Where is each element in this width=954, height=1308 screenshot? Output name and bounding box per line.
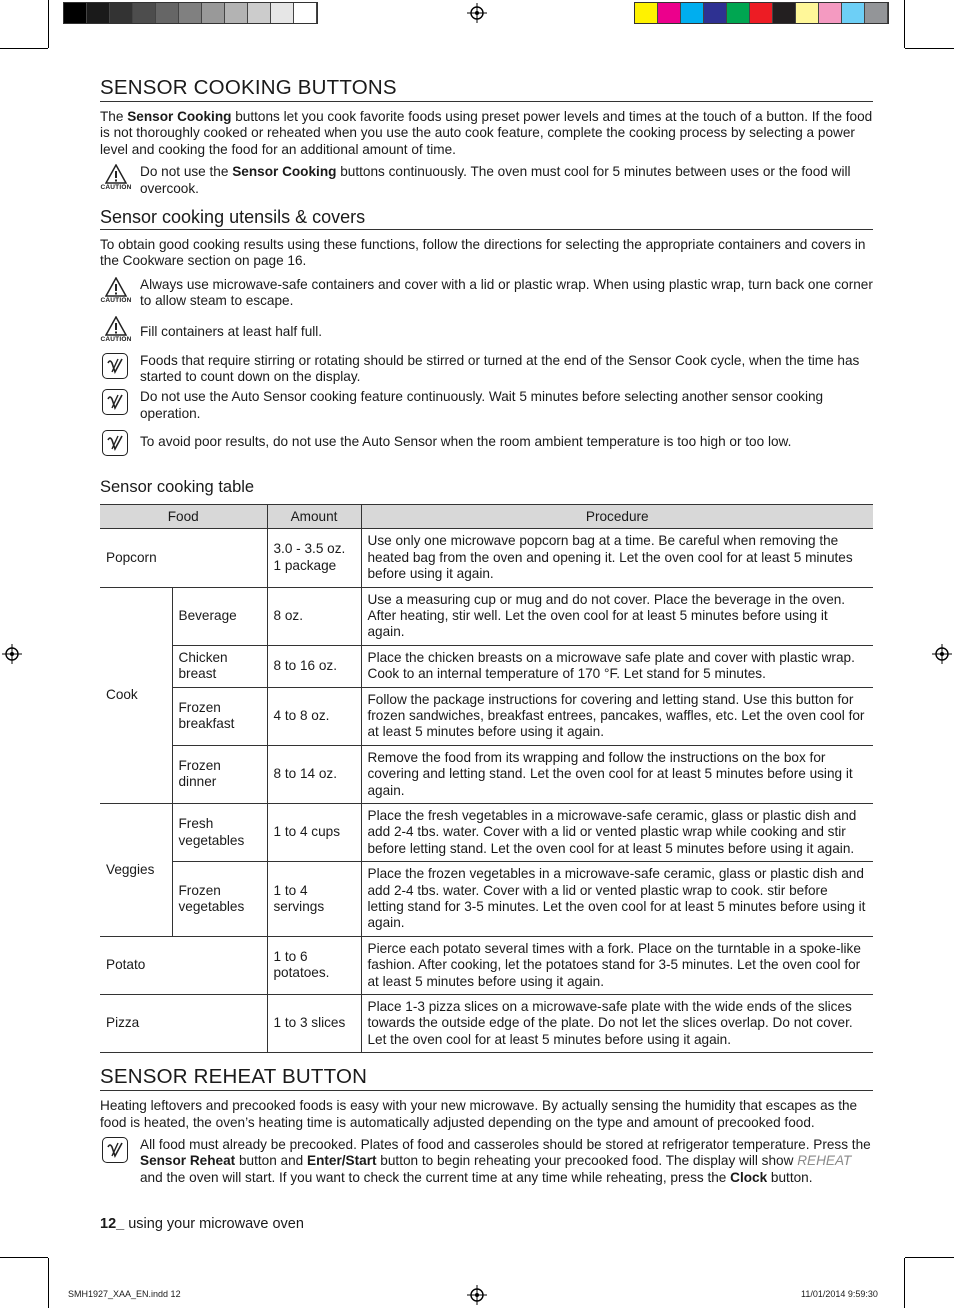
color-swatch	[179, 3, 202, 23]
color-calibration-bar	[634, 2, 889, 24]
button-name-bold: Clock	[730, 1169, 768, 1185]
food-cell: Pizza	[100, 995, 267, 1053]
caution-note	[100, 277, 873, 310]
intro-bold: Sensor Cooking	[127, 109, 232, 124]
utensils-intro: To obtain good cooking results using these functions, follow the directions for selecting the appropriate containers and covers in the Cookware section on page 16.	[100, 237, 866, 269]
color-swatch	[156, 3, 179, 23]
table-row	[100, 862, 873, 937]
registration-mark-icon	[2, 644, 22, 664]
intro-text: buttons let you cook favorite foods using preset power levels and times at the touch of a button. If the food is not thoroughly cooked or reheated when you use the auto cook feature, complete the cooking process by selecting a power level and cooking the food for an additional amount of time.	[100, 109, 873, 157]
procedure-cell: Place 1-3 pizza slices on a microwave-safe plate with the wide ends of the slices towards the outside edge of the plate. Do not let the slices overlap. Do not cover. Let the oven cool for at least 5 minutes before using it again.	[361, 995, 873, 1053]
note-text: Do not use the Auto Sensor cooking feature continuously. Wait 5 minutes before selecting another sensor cooking operation.	[140, 389, 824, 421]
item-cell: Frozen breakfast	[172, 687, 267, 745]
color-swatch	[750, 3, 773, 23]
crop-mark	[904, 0, 905, 48]
crop-mark	[904, 1258, 905, 1308]
caution-note	[100, 316, 873, 343]
caution-icon	[100, 164, 132, 191]
group-cell: Cook	[100, 587, 172, 803]
amount-cell: 1 to 4 cups	[267, 803, 361, 861]
table-row	[100, 745, 873, 803]
caution-text	[140, 164, 873, 197]
procedure-cell: Use a measuring cup or mug and do not cover. Place the beverage in the oven. After heating, stir well. Let the oven cool for at least 5 minutes before using it again.	[361, 587, 873, 645]
note-pencil-icon	[102, 389, 128, 415]
amount-cell: 8 to 16 oz.	[267, 645, 361, 687]
procedure-cell: Use only one microwave popcorn bag at a time. Be careful when removing the heated bag from the oven and opening it. Let the oven cool for at least 5 minutes before using it again.	[361, 529, 873, 587]
caution-label: CAUTION	[100, 335, 132, 343]
note-text: To avoid poor results, do not use the Auto Sensor when the room ambient temperature is too high or too low.	[140, 434, 792, 450]
table-row	[100, 529, 873, 587]
color-swatch	[202, 3, 225, 23]
caution-note	[100, 164, 873, 197]
button-name-bold: Sensor Reheat	[140, 1153, 236, 1169]
header-food: Food	[100, 505, 267, 529]
header-procedure: Procedure	[361, 505, 873, 529]
amount-line: 1 package	[273, 557, 337, 573]
item-cell: Frozen vegetables	[172, 862, 267, 937]
note-text-part: button and	[235, 1153, 308, 1169]
color-swatch	[704, 3, 727, 23]
color-swatch	[681, 3, 704, 23]
note-text: Foods that require stirring or rotating should be stirred or turned at the end of the Sensor Cook cycle, when the time has started to count down on the display.	[140, 352, 860, 385]
color-swatch	[842, 3, 865, 23]
amount-cell: 8 oz.	[267, 587, 361, 645]
note-text-part: button to begin reheating your precooked food. The display will show	[376, 1153, 798, 1169]
color-swatch	[133, 3, 156, 23]
sensor-cooking-intro	[100, 109, 873, 158]
info-note	[100, 1137, 873, 1186]
color-swatch	[294, 3, 317, 23]
page-number: 12_	[100, 1216, 125, 1232]
color-swatch	[248, 3, 271, 23]
amount-cell: 1 to 4 servings	[267, 862, 361, 937]
registration-mark-icon	[467, 3, 487, 23]
header-amount: Amount	[267, 505, 361, 529]
crop-mark	[48, 0, 49, 48]
procedure-cell: Place the frozen vegetables in a microwave-safe ceramic, glass or plastic dish and add 2-4 tbs. water. Cover with a lid or vented plastic wrap to cook. stir before letting stand for 3-5 minutes. Let the oven cool for at least 5 minutes before using it again.	[361, 862, 873, 937]
page-footer-title: using your microwave oven	[124, 1216, 304, 1232]
item-cell: Chicken breast	[172, 645, 267, 687]
color-swatch	[796, 3, 819, 23]
table-row	[100, 645, 873, 687]
procedure-cell: Place the fresh vegetables in a microwave-safe ceramic, glass or plastic dish and add 2-4 tbs. water. Cover with a lid or vented plastic wrap while cooking and stir before letting stand. Let the oven cool for at least 5 minutes before using it again.	[361, 803, 873, 861]
caution-text-part: Do not use the	[140, 164, 233, 180]
amount-cell	[267, 529, 361, 587]
procedure-cell: Follow the package instructions for covering and letting stand. Use this button for frozen sandwiches, breakfast entrees, pancakes, waffles, etc. Let the oven cool for at least 5 minutes before using it again.	[361, 687, 873, 745]
color-swatch	[727, 3, 750, 23]
caution-label: CAUTION	[100, 296, 132, 304]
slug-date: 11/01/2014 9:59:30	[801, 1289, 878, 1299]
crop-mark	[0, 1257, 48, 1258]
note-text-part: and the oven will start. If you want to check the current time at any time while reheating, press the	[140, 1169, 731, 1185]
page-footer	[100, 1216, 304, 1232]
registration-mark-icon	[467, 1285, 487, 1305]
note-pencil-icon	[102, 1137, 128, 1163]
note-pencil-icon	[102, 430, 128, 456]
info-note	[100, 389, 873, 422]
gray-calibration-bar	[63, 2, 318, 24]
color-swatch	[110, 3, 133, 23]
crop-mark	[0, 48, 48, 49]
crop-mark	[48, 1258, 49, 1308]
amount-cell: 4 to 8 oz.	[267, 687, 361, 745]
food-cell: Popcorn	[100, 529, 267, 587]
button-name-bold: Enter/Start	[307, 1153, 377, 1169]
caution-icon	[100, 316, 132, 343]
caution-text: Always use microwave-safe containers and cover with a lid or plastic wrap. When using plastic wrap, turn back one corner to allow steam to escape.	[140, 276, 873, 309]
sensor-reheat-intro: Heating leftovers and precooked foods is easy with your new microwave. By actually sensing the humidity that escapes as the food is heated, the oven’s heating time is automatically adjusted depending on the type and amount of precooked food.	[100, 1098, 858, 1130]
procedure-cell: Pierce each potato several times with a fork. Place on the turntable in a spoke-like fashion. After cooking, let the potatoes stand for 3-5 minutes. Let the oven cool for at least 5 minutes before using it again.	[361, 936, 873, 994]
sensor-cooking-table	[100, 504, 873, 1053]
table-row	[100, 803, 873, 861]
table-row	[100, 687, 873, 745]
caution-text: Fill containers at least half full.	[140, 323, 323, 339]
color-swatch	[225, 3, 248, 23]
display-text: REHEAT	[797, 1153, 852, 1169]
caution-text-part: buttons continuously. The oven must cool for 5 minutes between uses or the food will overcook.	[140, 164, 851, 196]
table-row	[100, 587, 873, 645]
caution-label: CAUTION	[100, 184, 132, 192]
crop-mark	[905, 48, 954, 49]
note-pencil-icon	[102, 353, 128, 379]
color-swatch	[271, 3, 294, 23]
info-note	[100, 430, 873, 456]
color-swatch	[635, 3, 658, 23]
page-content	[100, 76, 873, 1186]
note-text-part: button.	[767, 1169, 813, 1185]
color-swatch	[64, 3, 87, 23]
item-cell: Fresh vegetables	[172, 803, 267, 861]
amount-cell: 8 to 14 oz.	[267, 745, 361, 803]
amount-cell: 1 to 3 slices	[267, 995, 361, 1053]
registration-mark-icon	[932, 644, 952, 664]
table-row	[100, 995, 873, 1053]
color-swatch	[865, 3, 888, 23]
intro-text: The	[100, 109, 128, 124]
subsection-title-utensils: Sensor cooking utensils & covers	[100, 206, 873, 230]
color-swatch	[87, 3, 110, 23]
caution-icon	[100, 277, 132, 304]
color-swatch	[819, 3, 842, 23]
procedure-cell: Place the chicken breasts on a microwave safe plate and cover with plastic wrap. Cook to an internal temperature of 170 °F. Let stand for 5 minutes.	[361, 645, 873, 687]
table-title: Sensor cooking table	[100, 478, 255, 497]
note-text	[140, 1137, 873, 1186]
section-title-sensor-reheat: SENSOR REHEAT BUTTON	[100, 1065, 873, 1091]
group-cell: Veggies	[100, 803, 172, 936]
caution-text-bold: Sensor Cooking	[232, 164, 337, 180]
note-text-part: All food must already be precooked. Plates of food and casseroles should be stored at refrigerator temperature. Press the	[140, 1137, 871, 1153]
item-cell: Frozen dinner	[172, 745, 267, 803]
amount-cell: 1 to 6 potatoes.	[267, 936, 361, 994]
crop-mark	[905, 1257, 954, 1258]
item-cell: Beverage	[172, 587, 267, 645]
food-cell: Potato	[100, 936, 267, 994]
table-header-row	[100, 505, 873, 529]
amount-line: 3.0 - 3.5 oz.	[273, 541, 346, 557]
procedure-cell: Remove the food from its wrapping and follow the instructions on the box for covering and letting stand. Let the oven cool for at least 5 minutes before using it again.	[361, 745, 873, 803]
section-title-sensor-cooking: SENSOR COOKING BUTTONS	[100, 76, 873, 102]
slug-file: SMH1927_XAA_EN.indd 12	[68, 1289, 181, 1299]
color-swatch	[658, 3, 681, 23]
color-swatch	[773, 3, 796, 23]
info-note	[100, 353, 873, 386]
table-row	[100, 936, 873, 994]
